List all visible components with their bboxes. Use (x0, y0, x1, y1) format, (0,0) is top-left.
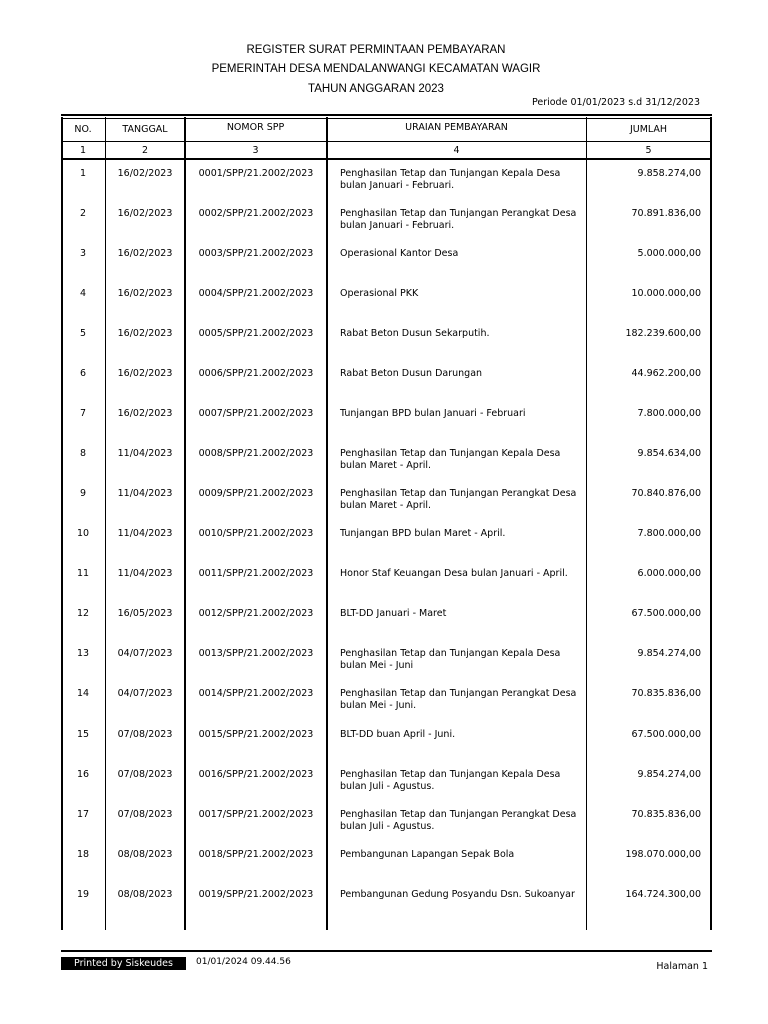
row-no: 10 (76, 528, 90, 539)
row-uraian-line1: Pembangunan Gedung Posyandu Dsn. Sukoanyar (340, 889, 575, 900)
row-jumlah: 70.835.836,00 (631, 688, 701, 699)
row-tanggal: 04/07/2023 (117, 648, 173, 659)
row-jumlah: 6.000.000,00 (637, 568, 701, 579)
page-number: Halaman 1 (656, 961, 708, 972)
table-row (61, 801, 712, 841)
row-jumlah: 70.840.876,00 (631, 488, 701, 499)
print-timestamp: 01/01/2024 09.44.56 (196, 957, 291, 967)
row-no: 4 (79, 288, 87, 299)
row-tanggal: 16/02/2023 (117, 288, 173, 299)
table-row (61, 360, 712, 400)
row-uraian (340, 328, 580, 340)
row-no: 11 (76, 568, 90, 579)
row-tanggal: 08/08/2023 (117, 849, 173, 860)
row-no: 12 (76, 608, 90, 619)
row-uraian (340, 168, 580, 192)
row-nomor-spp: 0011/SPP/21.2002/2023 (198, 568, 314, 579)
row-nomor-spp: 0017/SPP/21.2002/2023 (198, 809, 314, 820)
row-tanggal: 16/05/2023 (117, 608, 173, 619)
table-row (61, 761, 712, 801)
column-number-4: 4 (453, 145, 460, 156)
row-uraian (340, 608, 580, 620)
row-no: 9 (79, 488, 87, 499)
row-nomor-spp: 0015/SPP/21.2002/2023 (198, 729, 314, 740)
table-row (61, 200, 712, 240)
row-tanggal: 11/04/2023 (117, 448, 173, 459)
row-jumlah: 9.854.634,00 (637, 448, 701, 459)
row-uraian-line1: Penghasilan Tetap dan Tunjangan Perangkat Desa (340, 488, 577, 499)
row-no: 13 (76, 648, 90, 659)
row-uraian-line2: bulan Mei - Juni (340, 660, 414, 671)
row-tanggal: 16/02/2023 (117, 168, 173, 179)
header-no: NO. (74, 124, 92, 135)
row-no: 17 (76, 809, 90, 820)
row-nomor-spp: 0003/SPP/21.2002/2023 (198, 248, 314, 259)
report-subtitle-organization: PEMERINTAH DESA MENDALANWANGI KECAMATAN WAGIR (211, 63, 541, 75)
row-uraian (340, 769, 580, 793)
row-nomor-spp: 0001/SPP/21.2002/2023 (198, 168, 314, 179)
row-uraian-line1: BLT-DD Januari - Maret (340, 608, 447, 619)
row-tanggal: 07/08/2023 (117, 769, 173, 780)
row-tanggal: 16/02/2023 (117, 368, 173, 379)
column-number-1: 1 (79, 145, 87, 156)
row-uraian-line1: Operasional Kantor Desa (340, 248, 459, 259)
row-nomor-spp: 0018/SPP/21.2002/2023 (198, 849, 314, 860)
table-row (61, 640, 712, 680)
row-uraian (340, 648, 580, 672)
row-nomor-spp: 0008/SPP/21.2002/2023 (198, 448, 314, 459)
row-nomor-spp: 0006/SPP/21.2002/2023 (198, 368, 314, 379)
row-no: 15 (76, 729, 90, 740)
row-jumlah: 70.891.836,00 (631, 208, 701, 219)
header-uraian: URAIAN PEMBAYARAN (405, 122, 508, 133)
row-uraian-line2: bulan Maret - April. (340, 500, 432, 511)
table-row (61, 721, 712, 761)
column-number-5: 5 (645, 145, 652, 156)
row-jumlah: 67.500.000,00 (631, 608, 701, 619)
row-uraian-line1: Penghasilan Tetap dan Tunjangan Perangkat Desa (340, 809, 577, 820)
table-top-border (61, 114, 712, 116)
header-tanggal: TANGGAL (122, 124, 168, 135)
row-uraian (340, 288, 580, 300)
report-subtitle-year: TAHUN ANGGARAN 2023 (308, 83, 444, 95)
table-row (61, 240, 712, 280)
row-uraian-line1: Penghasilan Tetap dan Tunjangan Kepala Desa (340, 769, 561, 780)
row-jumlah: 44.962.200,00 (631, 368, 701, 379)
row-no: 7 (79, 408, 87, 419)
row-tanggal: 07/08/2023 (117, 809, 173, 820)
row-tanggal: 16/02/2023 (117, 408, 173, 419)
row-nomor-spp: 0007/SPP/21.2002/2023 (198, 408, 314, 419)
row-nomor-spp: 0014/SPP/21.2002/2023 (198, 688, 314, 699)
row-uraian-line1: Tunjangan BPD bulan Maret - April. (340, 528, 506, 539)
row-nomor-spp: 0009/SPP/21.2002/2023 (198, 488, 314, 499)
row-tanggal: 16/02/2023 (117, 248, 173, 259)
column-number-3: 3 (252, 145, 259, 156)
row-jumlah: 7.800.000,00 (637, 528, 701, 539)
row-uraian-line1: Rabat Beton Dusun Sekarputih. (340, 328, 490, 339)
row-uraian-line1: Rabat Beton Dusun Darungan (340, 368, 483, 379)
header-divider (61, 141, 712, 142)
row-uraian (340, 448, 580, 472)
table-row (61, 160, 712, 200)
row-jumlah: 9.854.274,00 (637, 648, 701, 659)
row-uraian-line1: Penghasilan Tetap dan Tunjangan Perangkat Desa (340, 688, 577, 699)
table-row (61, 841, 712, 881)
row-jumlah: 182.239.600,00 (625, 328, 701, 339)
row-tanggal: 07/08/2023 (117, 729, 173, 740)
row-no: 1 (79, 168, 87, 179)
row-jumlah: 9.858.274,00 (637, 168, 701, 179)
row-tanggal: 11/04/2023 (117, 568, 173, 579)
row-nomor-spp: 0016/SPP/21.2002/2023 (198, 769, 314, 780)
row-nomor-spp: 0012/SPP/21.2002/2023 (198, 608, 314, 619)
row-jumlah: 7.800.000,00 (637, 408, 701, 419)
row-uraian-line1: Honor Staf Keuangan Desa bulan Januari - April. (340, 568, 568, 579)
row-uraian (340, 248, 580, 260)
row-jumlah: 67.500.000,00 (631, 729, 701, 740)
row-uraian-line1: BLT-DD buan April - Juni. (340, 729, 456, 740)
row-jumlah: 164.724.300,00 (625, 889, 701, 900)
footer-divider (61, 950, 712, 952)
row-tanggal: 16/02/2023 (117, 328, 173, 339)
row-no: 19 (76, 889, 90, 900)
row-nomor-spp: 0002/SPP/21.2002/2023 (198, 208, 314, 219)
row-nomor-spp: 0004/SPP/21.2002/2023 (198, 288, 314, 299)
row-uraian (340, 809, 580, 833)
row-uraian-line1: Penghasilan Tetap dan Tunjangan Kepala Desa (340, 168, 561, 179)
row-uraian (340, 408, 580, 420)
row-uraian (340, 688, 580, 712)
table-row (61, 480, 712, 520)
row-uraian (340, 368, 580, 380)
table-row (61, 600, 712, 640)
row-uraian-line1: Penghasilan Tetap dan Tunjangan Perangkat Desa (340, 208, 577, 219)
row-uraian-line2: bulan Januari - Februari. (340, 220, 455, 231)
row-uraian (340, 889, 580, 901)
table-row (61, 680, 712, 720)
row-uraian-line2: bulan Maret - April. (340, 460, 432, 471)
table-row (61, 560, 712, 600)
row-no: 3 (79, 248, 87, 259)
report-period: Periode 01/01/2023 s.d 31/12/2023 (531, 97, 700, 108)
row-uraian (340, 568, 580, 580)
row-uraian-line2: bulan Juli - Agustus. (340, 781, 435, 792)
row-jumlah: 70.835.836,00 (631, 809, 701, 820)
row-jumlah: 10.000.000,00 (631, 288, 701, 299)
row-tanggal: 11/04/2023 (117, 488, 173, 499)
row-jumlah: 5.000.000,00 (637, 248, 701, 259)
row-tanggal: 08/08/2023 (117, 889, 173, 900)
column-number-2: 2 (141, 145, 149, 156)
row-uraian (340, 729, 580, 741)
row-no: 5 (79, 328, 87, 339)
row-tanggal: 11/04/2023 (117, 528, 173, 539)
row-tanggal: 16/02/2023 (117, 208, 173, 219)
row-uraian-line1: Tunjangan BPD bulan Januari - Februari (340, 408, 526, 419)
row-jumlah: 198.070.000,00 (625, 849, 701, 860)
row-uraian-line2: bulan Juli - Agustus. (340, 821, 435, 832)
table-row (61, 440, 712, 480)
row-jumlah: 9.854.274,00 (637, 769, 701, 780)
header-jumlah: JUMLAH (629, 124, 668, 135)
row-uraian-line1: Penghasilan Tetap dan Tunjangan Kepala Desa (340, 448, 561, 459)
row-no: 2 (79, 208, 87, 219)
table-row (61, 881, 712, 921)
row-uraian-line1: Penghasilan Tetap dan Tunjangan Kepala Desa (340, 648, 561, 659)
table-top-inner-border (61, 118, 712, 119)
row-nomor-spp: 0013/SPP/21.2002/2023 (198, 648, 314, 659)
row-no: 14 (76, 688, 90, 699)
row-uraian (340, 528, 580, 540)
row-uraian-line2: bulan Januari - Februari. (340, 180, 455, 191)
printed-by-label: Printed by Siskeudes (61, 957, 186, 970)
table-row (61, 400, 712, 440)
row-uraian (340, 208, 580, 232)
table-row (61, 280, 712, 320)
row-nomor-spp: 0019/SPP/21.2002/2023 (198, 889, 314, 900)
table-row (61, 320, 712, 360)
row-uraian (340, 488, 580, 512)
row-no: 18 (76, 849, 90, 860)
row-no: 6 (79, 368, 87, 379)
row-uraian (340, 849, 580, 861)
row-no: 8 (79, 448, 87, 459)
row-nomor-spp: 0010/SPP/21.2002/2023 (198, 528, 314, 539)
row-nomor-spp: 0005/SPP/21.2002/2023 (198, 328, 314, 339)
header-nomor-spp: NOMOR SPP (226, 122, 285, 133)
row-uraian-line1: Operasional PKK (340, 288, 419, 299)
row-tanggal: 04/07/2023 (117, 688, 173, 699)
row-uraian-line1: Pembangunan Lapangan Sepak Bola (340, 849, 515, 860)
row-uraian-line2: bulan Mei - Juni. (340, 700, 417, 711)
table-row (61, 520, 712, 560)
report-title: REGISTER SURAT PERMINTAAN PEMBAYARAN (246, 44, 506, 56)
row-no: 16 (76, 769, 90, 780)
